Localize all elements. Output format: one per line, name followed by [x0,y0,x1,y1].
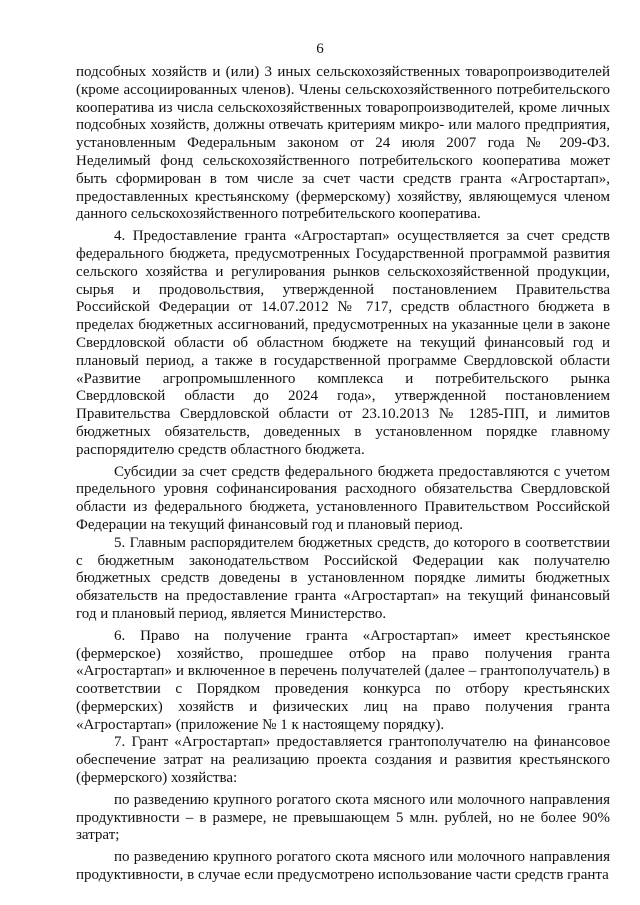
document-body [76,64,610,885]
paragraph-item-5: 5. Главным распорядителем бюджетных средств, до которого в соответствии с бюджетным законодательством Российской Федерации как получателю бюджетных средств доведены в установленном порядке лимиты бюджетных обязательств на предоставление гранта «Агростартап» на текущий финансовый год и плановый период, является Министерство. [76,534,610,622]
paragraph-item-6: 6. Право на получение гранта «Агростартап» имеет крестьянское (фермерское) хозяйство, прошедшее отбор на право получения гранта «Агростартап» и включенное в перечень получателей (далее – грантополучатель) в соответствии с Порядком проведения конкурса по отбору крестьянских (фермерских) хозяйств и физических лиц на право получения гранта «Агростартап» (приложение № 1 к настоящему порядку). [76,627,610,733]
paragraph-subsidies: Субсидии за счет средств федерального бюджета предоставляются с учетом предельного уровня софинансирования расходного обязательства Свердловской области из федерального бюджета, установленного Правительством Российской Федерации на текущий финансовый год и плановый период. [76,463,610,533]
paragraph-item-7: 7. Грант «Агростартап» предоставляется грантополучателю на финансовое обеспечение затрат на реализацию проекта создания и развития крестьянского (фермерского) хозяйства: [76,734,610,787]
page-number: 6 [316,41,324,57]
paragraph-continuation: подсобных хозяйств и (или) 3 иных сельскохозяйственных товаропроизводителей (кроме ассоциированных членов). Члены сельскохозяйственного потребительского кооператива из числа сельскохозяйственных товаропроизводителей, кроме личных подсобных хозяйств, должны отвечать критериям микро- или малого предприятия, установленным Федеральным законом от 24 июля 2007 года № 209-ФЗ. Неделимый фонд сельскохозяйственного потребительского кооператива может быть сформирован в том числе за счет части средств гранта «Агростартап», предоставленных крестьянскому (фермерскому) хозяйству, являющемуся членом данного сельскохозяйственного потребительского кооператива. [76,64,610,223]
paragraph-item-7-case-1: по разведению крупного рогатого скота мясного или молочного направления продуктивности – в размере, не превышающем 5 млн. рублей, но не более 90% затрат; [76,791,610,844]
paragraph-item-4: 4. Предоставление гранта «Агростартап» осуществляется за счет средств федерального бюджета, предусмотренных Государственной программой развития сельского хозяйства и регулирования рынков сельскохозяйственной продукции, сырья и продовольствия, утвержденной постановлением Правительства Российской Федерации от 14.07.2012 № 717, средств областного бюджета в пределах бюджетных ассигнований, предусмотренных на указанные цели в законе Свердловской области об областном бюджете на текущий финансовый год и плановый период, а также в государственной программе Свердловской области «Развитие агропромышленного комплекса и потребительского рынка Свердловской области до 2024 года», утвержденной постановлением Правительства Свердловской области от 23.10.2013 № 1285-ПП, и лимитов бюджетных обязательств, доведенных в установленном порядке главному распорядителю средств областного бюджета. [76,228,610,458]
paragraph-item-7-case-2: по разведению крупного рогатого скота мясного или молочного направления продуктивности, в случае если предусмотрено использование части средств гранта [76,849,610,884]
